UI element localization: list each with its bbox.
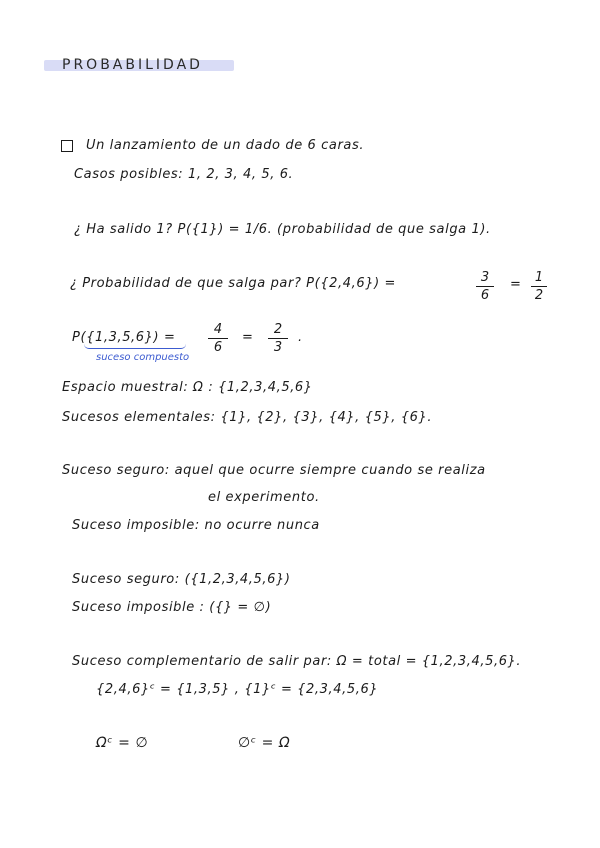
text-line-8b: el experimento. — [208, 490, 320, 505]
period: . — [298, 330, 303, 345]
text-line-11: Suceso imposible : ({} = ∅) — [72, 600, 272, 615]
text-line-6: Espacio muestral: Ω : {1,2,3,4,5,6} — [62, 380, 313, 395]
fraction-3-6: 3 6 — [476, 270, 494, 303]
text-empty-complement: ∅ᶜ = Ω — [238, 735, 291, 751]
equals-sign: = — [510, 277, 522, 292]
fraction-2-3: 2 3 — [268, 322, 288, 355]
brace-underline — [84, 344, 186, 349]
annotation-suceso-compuesto: suceso compuesto — [96, 352, 190, 363]
text-line-5: P({1,3,5,6}) = — [72, 330, 176, 345]
text-line-10: Suceso seguro: ({1,2,3,4,5,6}) — [72, 572, 291, 587]
text-line-13: {2,4,6}ᶜ = {1,3,5} , {1}ᶜ = {2,3,4,5,6} — [96, 682, 379, 697]
text-line-9: Suceso imposible: no ocurre nunca — [72, 518, 320, 533]
fraction-4-6: 4 6 — [208, 322, 228, 355]
fraction-1-2: 1 2 — [531, 270, 547, 303]
text-line-3: ¿ Ha salido 1? P({1}) = 1/6. (probabilidad de que salga 1). — [74, 222, 491, 237]
equals-sign: = — [242, 330, 254, 345]
text-line-8: Suceso seguro: aquel que ocurre siempre cuando se realiza — [62, 463, 486, 478]
text-line-12: Suceso complementario de salir par: Ω = total = {1,2,3,4,5,6}. — [72, 654, 522, 669]
text-line-7: Sucesos elementales: {1}, {2}, {3}, {4}, {5}, {6}. — [62, 410, 433, 425]
text-line-4: ¿ Probabilidad de que salga par? P({2,4,6}) = — [70, 276, 397, 291]
text-line-1: Un lanzamiento de un dado de 6 caras. — [86, 138, 365, 153]
checkbox-icon — [61, 140, 73, 152]
text-line-2: Casos posibles: 1, 2, 3, 4, 5, 6. — [74, 167, 294, 182]
page-title: PROBABILIDAD — [62, 57, 203, 73]
text-omega-complement: Ωᶜ = ∅ — [96, 735, 149, 751]
